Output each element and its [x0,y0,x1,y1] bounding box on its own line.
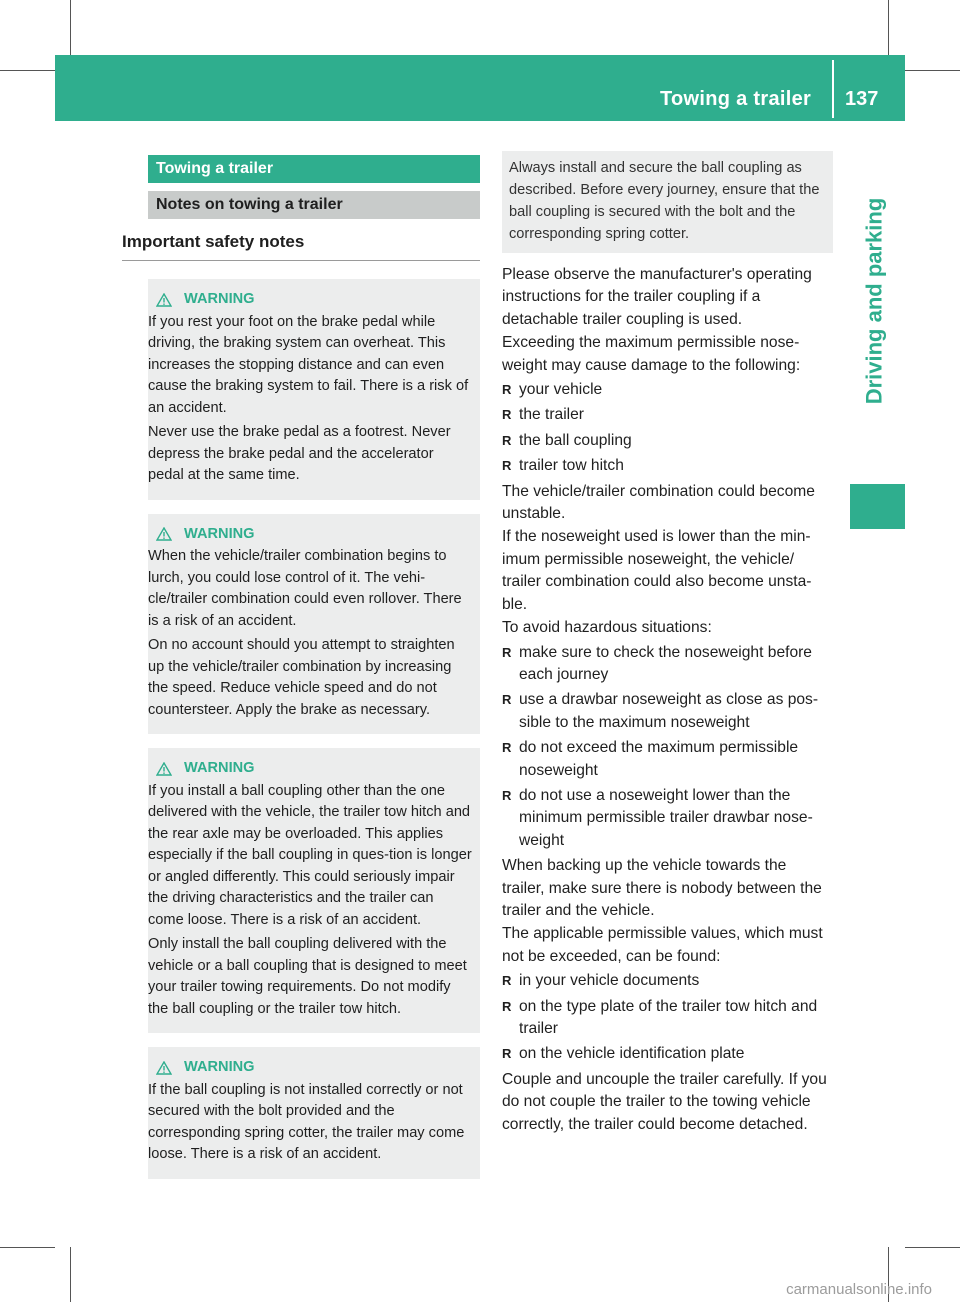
paragraph: Exceeding the maximum permissible nose-weight may cause damage to the following: [502,334,801,374]
crop-mark [888,0,889,55]
crop-mark [0,70,55,71]
list-item: R use a drawbar noseweight as close as pos-sible to the maximum noseweight [502,689,833,734]
paragraph: Please observe the manufacturer's operating instructions for the trailer coupling if a detachable trailer coupling is used. [502,266,812,328]
list-item: R on the vehicle identification plate [502,1043,833,1065]
warning-box [148,514,480,735]
warning-label: WARNING [184,760,255,776]
watermark: carmanualsonline.info [786,1281,932,1298]
warning-label: WARNING [184,525,255,542]
crop-mark [0,1247,55,1248]
right-column [502,151,833,1137]
paragraph: The vehicle/trailer combination could become unstable. [502,482,815,523]
list-item: R do not use a noseweight lower than the minimum permissible trailer drawbar nose-weight [502,785,833,852]
list-item: R on the type plate of the trailer tow hitch and trailer [502,996,833,1041]
warning-heading [148,758,473,780]
warning-text: If you rest your foot on the brake pedal while driving, the braking system can overheat. This increases the stopping distance and can even cause the braking system to fail. There is a risk of an accident. [148,313,469,416]
warning-text: Only install the ball coupling delivered with the vehicle or a ball coupling that is designed to meet your trailer towing requirements. Do not modify the ball coupling or the trailer tow hitch. [148,936,467,1017]
warning-box [148,748,480,1033]
crop-mark [70,0,71,55]
list-item: R your vehicle [502,379,833,401]
paragraph: The applicable permissible values, which must not be exceeded, can be found: [502,925,823,965]
hazard-list [502,642,833,853]
warning-icon [156,293,172,307]
warning-box [148,1047,480,1179]
side-tab-label: Driving and parking [861,197,886,405]
warning-heading [148,1057,473,1079]
list-item: R make sure to check the noseweight before each journey [502,642,833,687]
side-tab [848,120,900,482]
warning-text: When the vehicle/trailer combination begins to lurch, you could lose control of it. The vehi-cle/trailer combination could even rollover. There is a risk of an accident. [148,548,462,629]
body-text [502,264,833,1136]
list-item: R trailer tow hitch [502,455,833,477]
left-column [122,155,480,1179]
running-header-title: Towing a trailer [660,88,812,110]
list-item: R do not exceed the maximum permissible noseweight [502,737,833,782]
header-separator [832,60,834,118]
crop-mark [905,1247,960,1248]
warning-label: WARNING [184,1059,255,1075]
list-item: R the trailer [502,404,833,426]
warning-text: If the ball coupling is not installed correctly or not secured with the bolt provided and the corresponding spring cotter, the trailer may come loose. There is a risk of an accident. [148,1081,465,1162]
warning-icon [156,762,172,776]
warning-icon [156,527,172,541]
warning-text: Never use the brake pedal as a footrest. Never depress the brake pedal and the accelerator pedal at the same time. [148,424,451,483]
crop-mark [905,70,960,71]
warning-text: On no account should you attempt to straighten up the vehicle/trailer combination by increasing the speed. Reduce vehicle speed and do not countersteer. Apply the brake as necessary. [148,637,455,718]
warning-text: If you install a ball coupling other than the one delivered with the vehicle, the trailer tow hitch and the rear axle may be overloaded. This applies especially if the ball coupling in ques-tion is longer or angled differently. This could seriously impair the driving characteristics and the trailer can come loose. There is a risk of an accident. [148,782,472,928]
subsection-title: Notes on towing a trailer [148,191,480,219]
safety-notes-title: Important safety notes [122,232,480,261]
section-title: Towing a trailer [148,155,480,183]
side-tab-marker [850,484,905,529]
list-item: R the ball coupling [502,430,833,452]
list-item: R in your vehicle documents [502,970,833,992]
warning-box [148,279,480,500]
paragraph: If the noseweight used is lower than the min-imum permissible noseweight, the vehicle/ trailer combination could also become unsta-ble. [502,528,812,613]
warning-icon [156,1061,172,1075]
warning-heading [148,289,473,311]
page-number: 137 [845,88,879,110]
crop-mark [70,1247,71,1302]
damage-list [502,379,833,478]
paragraph: Couple and uncouple the trailer carefully. If you do not couple the trailer to the towing vehicle correctly, the trailer could become detached. [502,1070,827,1133]
warning-heading [148,524,473,546]
warning-label: WARNING [184,291,255,307]
values-list [502,970,833,1066]
paragraph: When backing up the vehicle towards the trailer, make sure there is nobody between the trailer and the vehicle. [502,857,822,919]
paragraph: To avoid hazardous situations: [502,619,712,637]
info-note: Always install and secure the ball coupling as described. Before every journey, ensure that the ball coupling is secured with the bolt and the corresponding spring cotter. [502,151,833,253]
